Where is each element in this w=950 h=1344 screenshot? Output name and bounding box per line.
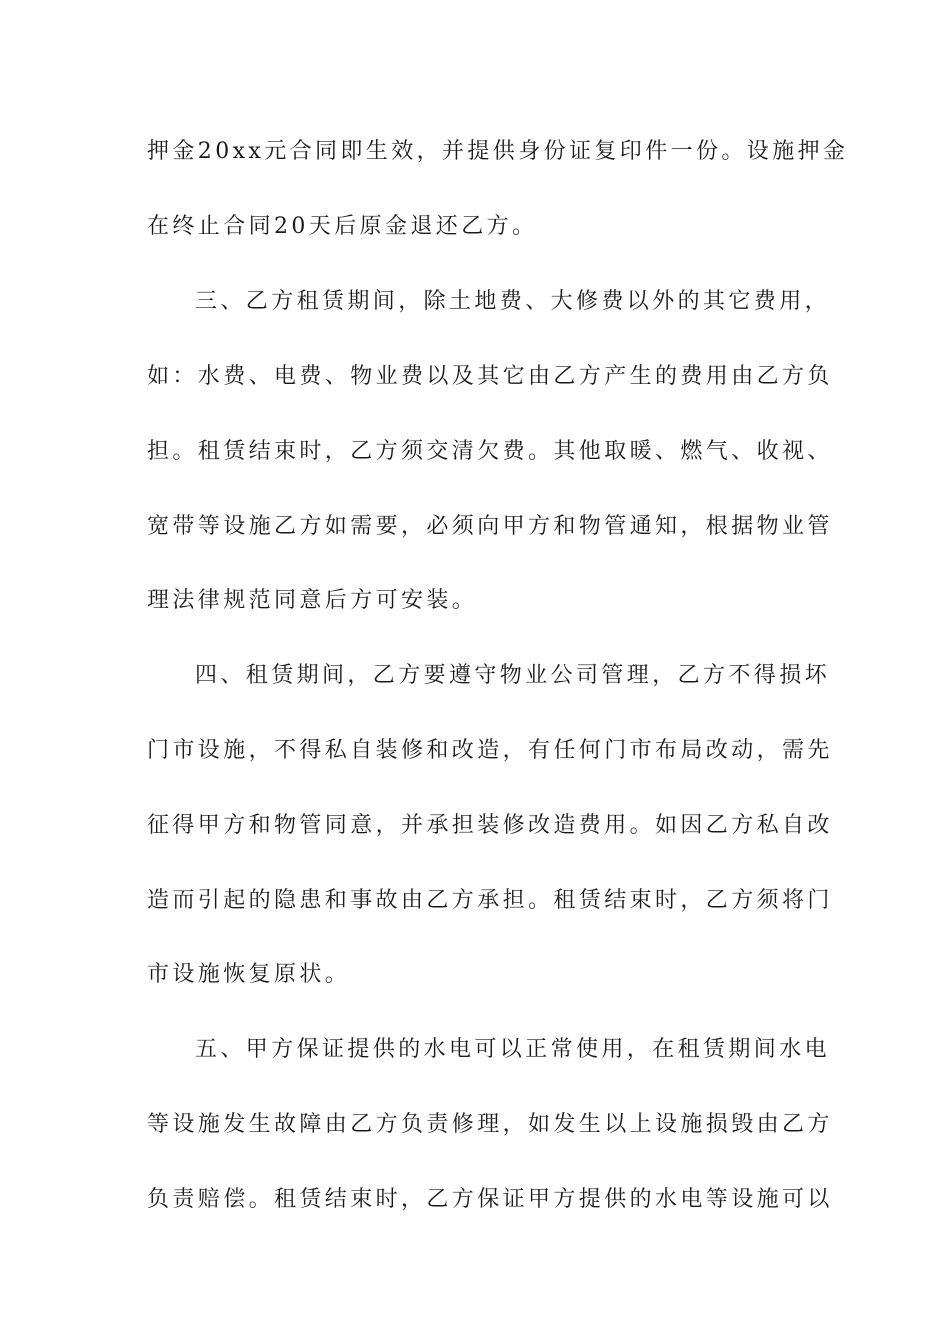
text-line: 宽带等设施乙方如需要，必须向甲方和物管通知，根据物业管	[147, 514, 833, 539]
text-line: 如：水费、电费、物业费以及其它由乙方产生的费用由乙方负	[147, 364, 833, 389]
text-line: 负责赔偿。租赁结束时，乙方保证甲方提供的水电等设施可以	[147, 1187, 833, 1212]
paragraph-four-start: 四、租赁期间，乙方要遵守物业公司管理，乙方不得损坏	[195, 663, 831, 688]
text-line: 市设施恢复原状。	[147, 962, 351, 987]
text-line: 征得甲方和物管同意，并承担装修改造费用。如因乙方私自改	[147, 813, 833, 838]
text-line: 在终止合同20天后原金退还乙方。	[147, 214, 538, 239]
text-line: 担。租赁结束时，乙方须交清欠费。其他取暖、燃气、收视、	[147, 439, 833, 464]
text-line: 造而引起的隐患和事故由乙方承担。租赁结束时，乙方须将门	[147, 888, 833, 913]
paragraph-five-start: 五、甲方保证提供的水电可以正常使用，在租赁期间水电	[195, 1037, 831, 1062]
text-line: 理法律规范同意后方可安装。	[147, 588, 478, 613]
text-line: 门市设施，不得私自装修和改造，有任何门市布局改动，需先	[147, 738, 833, 763]
paragraph-three-start: 三、乙方租赁期间，除土地费、大修费以外的其它费用，	[195, 289, 831, 314]
text-line: 押金20xx元合同即生效，并提供身份证复印件一份。设施押金	[147, 139, 849, 164]
text-line: 等设施发生故障由乙方负责修理，如发生以上设施损毁由乙方	[147, 1112, 833, 1137]
